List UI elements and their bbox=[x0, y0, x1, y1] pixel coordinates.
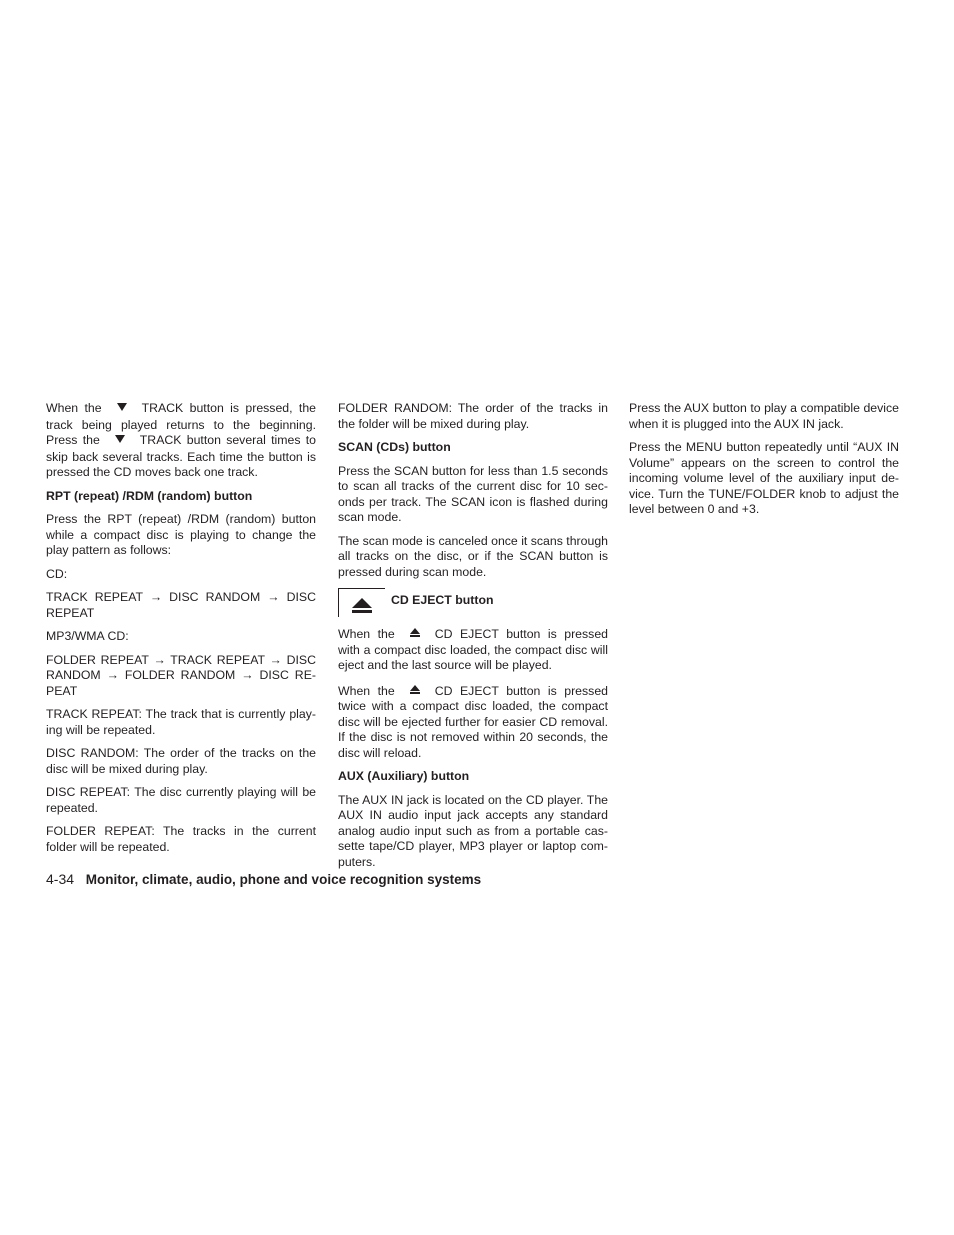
track-text-a: When the bbox=[46, 401, 102, 415]
cd-label: CD: bbox=[46, 566, 68, 581]
folder-random-text: FOLDER RANDOM: The order of the tracks in the folder will be mixed during play. bbox=[338, 401, 608, 431]
track-down-paragraph bbox=[46, 401, 316, 481]
eject-icon bbox=[395, 627, 435, 643]
eject-text-a: When the bbox=[338, 683, 395, 698]
track-text-c: TRACK button several times to skip back several tracks. Each time the button is pressed the CD moves back one track. bbox=[46, 433, 316, 479]
rpt-heading: RPT (repeat) /RDM (random) button bbox=[46, 488, 253, 503]
column-3 bbox=[629, 401, 899, 526]
disc-repeat-text: DISC REPEAT: The disc currently playing will be repeated. bbox=[46, 785, 316, 815]
column-2 bbox=[338, 401, 608, 878]
eject-icon bbox=[338, 588, 385, 617]
page-number: 4-34 bbox=[46, 871, 75, 887]
page-footer bbox=[46, 871, 481, 888]
column-1 bbox=[46, 401, 316, 863]
eject-paragraph-1 bbox=[338, 627, 608, 674]
folder-repeat-text: FOLDER REPEAT: The tracks in the current folder will be repeated. bbox=[46, 824, 316, 854]
mp3-label: MP3/WMA CD: bbox=[46, 629, 129, 643]
eject-heading: CD EJECT button bbox=[391, 593, 494, 607]
eject-text-a: When the bbox=[338, 627, 395, 641]
section-title: Monitor, climate, audio, phone and voice recognition systems bbox=[85, 872, 482, 887]
cd-sequence: TRACK REPEAT → DISC RANDOM → DISC REPEAT bbox=[46, 590, 316, 620]
aux-text: The AUX IN jack is located on the CD player. The AUX IN audio input jack accepts any standard analog audio input such as from a portable cas-sette tape/CD player, MP3 player or laptop com-puters. bbox=[338, 792, 608, 869]
scan-text-2: The scan mode is canceled once it scans through all tracks on the disc, or if the SCAN button is pressed during scan mode. bbox=[338, 533, 609, 579]
eject-icon bbox=[395, 684, 435, 700]
aux-play-text: Press the AUX button to play a compatible device when it is plugged into the AUX IN jack. bbox=[629, 401, 899, 431]
scan-text-1: Press the SCAN button for less than 1.5 seconds to scan all tracks of the current disc for 10 sec-onds per track. The SCAN icon is flashed during scan mode. bbox=[338, 463, 608, 524]
aux-heading: AUX (Auxiliary) button bbox=[338, 769, 470, 783]
eject-heading-block bbox=[338, 588, 608, 617]
scan-heading: SCAN (CDs) button bbox=[338, 440, 451, 454]
track-repeat-text: TRACK REPEAT: The track that is currently play-ing will be repeated. bbox=[46, 707, 316, 737]
track-down-icon bbox=[100, 434, 140, 450]
eject-paragraph-2 bbox=[338, 684, 608, 762]
eject-text-b: CD EJECT button is pressed twice with a compact disc loaded, the compact disc will be ejected further for easier CD removal. If the disc is not removed within 20 seconds, the disc will reload. bbox=[338, 683, 608, 760]
aux-volume-text: Press the MENU button repeatedly until “AUX IN Volume” appears on the screen to control the incoming volume level of the auxiliary input de-vice. Turn the TUNE/FOLDER knob to adjust the level between 0 and +3. bbox=[629, 440, 899, 516]
mp3-sequence: FOLDER REPEAT → TRACK REPEAT → DISC RANDOM → FOLDER RANDOM → DISC RE-PEAT bbox=[46, 652, 316, 698]
eject-text-b: CD EJECT button is pressed with a compact disc loaded, the compact disc will eject and the last source will be played. bbox=[338, 627, 608, 672]
rpt-text: Press the RPT (repeat) /RDM (random) button while a compact disc is playing to change the play pattern as follows: bbox=[46, 512, 316, 557]
track-down-icon bbox=[102, 402, 142, 418]
disc-random-text: DISC RANDOM: The order of the tracks on the disc will be mixed during play. bbox=[46, 746, 316, 776]
track-text-b: TRACK button is pressed, the track being played returns to the beginning. Press the bbox=[46, 401, 316, 447]
